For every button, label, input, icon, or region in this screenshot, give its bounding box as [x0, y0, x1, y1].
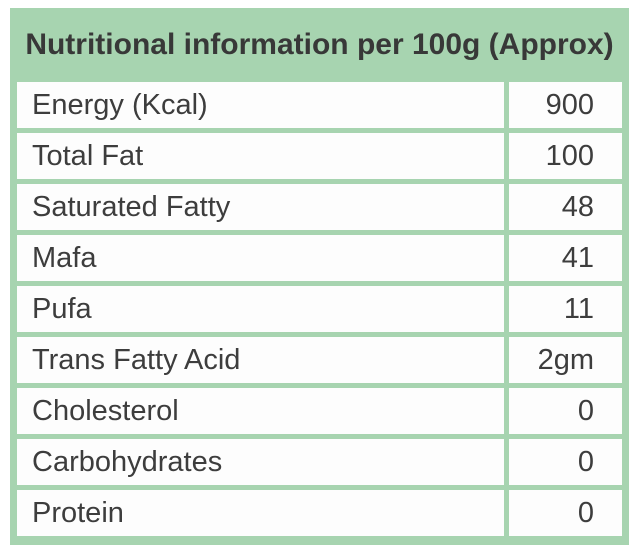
row-label-cholesterol: Cholesterol	[17, 388, 504, 434]
table-title: Nutritional information per 100g (Approx)	[25, 28, 614, 61]
row-value-cholesterol: 0	[509, 388, 622, 434]
row-label-pufa: Pufa	[17, 286, 504, 332]
row-label-mafa: Mafa	[17, 235, 504, 281]
row-value-trans-fatty-acid: 2gm	[509, 337, 622, 383]
row-label-carbohydrates: Carbohydrates	[17, 439, 504, 485]
row-value-pufa: 11	[509, 286, 622, 332]
row-label-energy: Energy (Kcal)	[17, 82, 504, 128]
nutrition-table	[10, 8, 629, 545]
row-label-trans-fatty-acid: Trans Fatty Acid	[17, 337, 504, 383]
row-value-total-fat: 100	[509, 133, 622, 179]
row-label-saturated-fatty: Saturated Fatty	[17, 184, 504, 230]
table-body	[17, 82, 622, 536]
row-label-protein: Protein	[17, 490, 504, 536]
row-value-energy: 900	[509, 82, 622, 128]
row-value-mafa: 41	[509, 235, 622, 281]
row-value-protein: 0	[509, 490, 622, 536]
row-value-saturated-fatty: 48	[509, 184, 622, 230]
row-label-total-fat: Total Fat	[17, 133, 504, 179]
row-value-carbohydrates: 0	[509, 439, 622, 485]
